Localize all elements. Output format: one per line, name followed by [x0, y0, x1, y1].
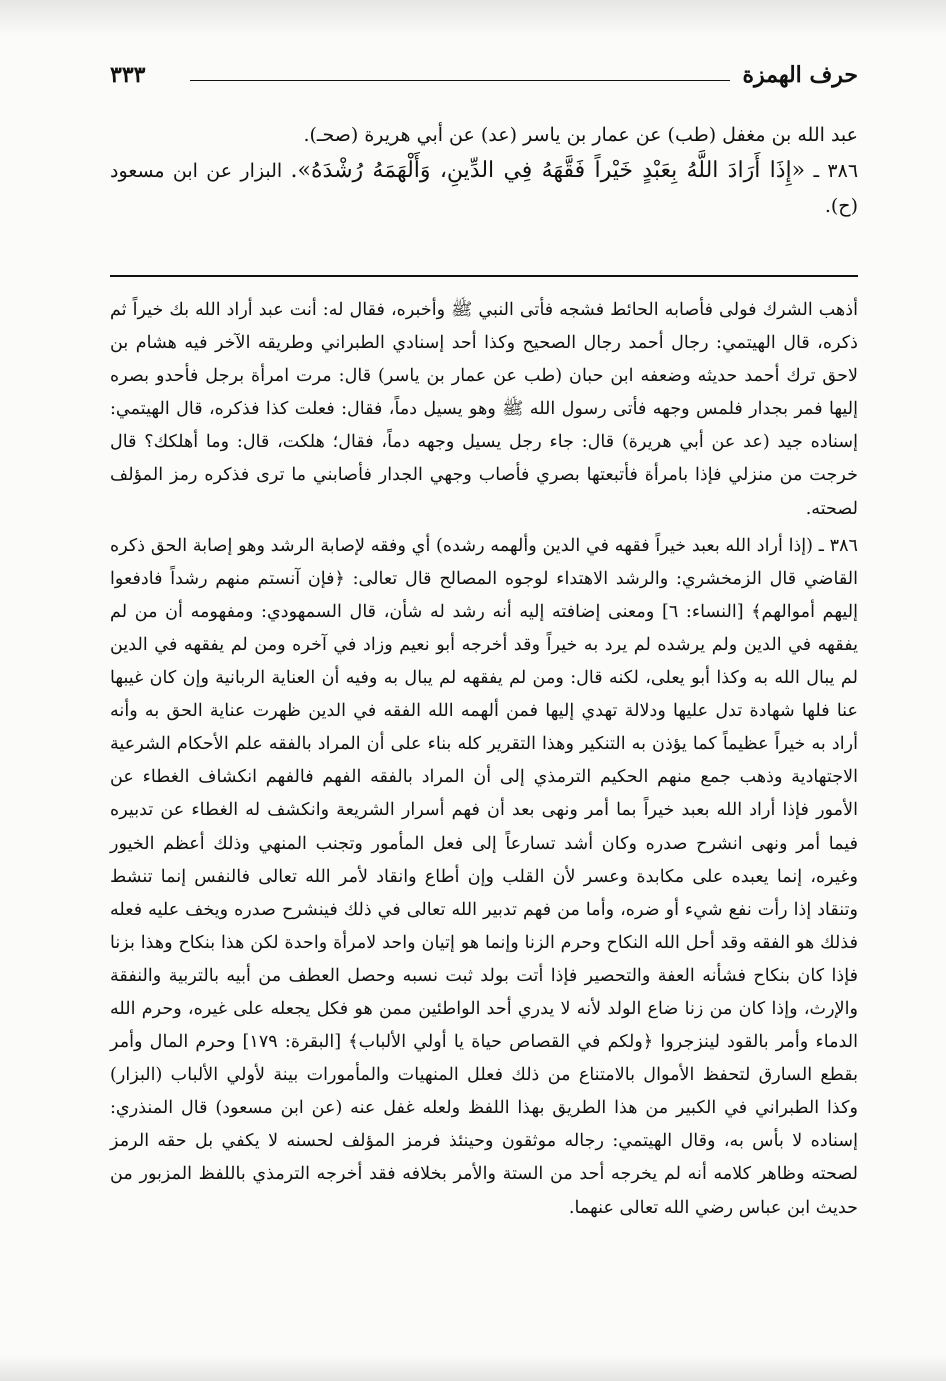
page-number: ٣٣٣	[110, 62, 146, 88]
footnote-divider	[110, 275, 858, 277]
hadith-number: ٣٨٦ ـ	[813, 160, 859, 182]
commentary-paragraph-1: أذهب الشرك فولى فأصابه الحائط فشجه فأتى النبي ﷺ وأخبره، فقال له: أنت عبد أراد الله بك خيراً ثم ذكره، قال الهيتمي: رجال أحمد رجال الصحيح وكذا أحد إسنادي الطبراني وطريقه الآخر فيه هشام بن لاحق ترك أحمد حديثه وضعفه ابن حبان (طب عن عمار بن ياسر) قال: مرت امرأة برجل فأحدو بصره إليها فمر بجدار فلمس وجهه فأتى رسول الله ﷺ وهو يسيل دماً، فقال: فعلت كذا فذكره، قال الهيتمي: إسناده جيد (عد عن أبي هريرة) قال: جاء رجل يسيل وجهه دماً، فقال؛ هلكت، قال: وما أهلكك؟ قال خرجت من منزلي فإذا بامرأة فأتبعتها بصري فأصاب وجهي الجدار فأصابني ما ترى فذكره رمز المؤلف لصحته.	[110, 300, 858, 519]
commentary-paragraph-2: ٣٨٦ ـ (إذا أراد الله بعبد خيراً فقهه في الدين وألهمه رشده) أي وفقه لإصابة الرشد وهو إصابة الحق ذكره القاضي قال الزمخشري: والرشد الاهتداء لوجوه المصالح قال تعالى: ﴿فإن آنستم منهم رشداً فادفعوا إليهم أموالهم﴾ [النساء: ٦] ومعنى إضافته إليه أنه رشد له شأن، قال السمهودي: ومفهومه أن من لم يفقهه في الدين ولم يرشده لم يرد به خيراً وقد أخرجه أبو نعيم وزاد في آخره ومن لم يفقهه في الدين لم يبال الله به وكذا أبو يعلى، لكنه قال: ومن لم يفقهه لم يبال به وفيه أن العناية الربانية وإن كان غيبها عنا فلها شهادة تدل عليها ودلالة تهدي إليها فمن ألهمه الله الفقه في الدين ظهرت عناية الحق به وأنه أراد به خيراً عظيماً كما يؤذن به التنكير وهذا التقرير كله بناء على أن المراد بالفقه علم الأحكام الشرعية الاجتهادية وذهب جمع منهم الحكيم الترمذي إلى أن المراد بالفقه الفهم فالفهم انكشاف الغطاء عن الأمور فإذا أراد الله بعبد خيراً بما أمر ونهى بعد أن فهم أسرار الشريعة وانكشف له الغطاء عن تدبيره فيما أمر ونهى انشرح صدره وكان أشد تسارعاً إلى فعل المأمور وتجنب المنهي وذلك أعظم الخيور وغيره، إنما يعبده على مكابدة وعسر لأن القلب وإن أطاع وانقاد لأمر الله تعالى فالنفس إنما تنشط وتنقاد إذا رأت نفع شيء أو ضره، وأما من فهم تدبير الله تعالى في ذلك فينشرح صدره ويخف عليه فعله فذلك هو الفقه وقد أحل الله النكاح وحرم الزنا وإنما هو إتيان واحد لامرأة واحدة لكن هذا بنكاح وهذا بزنا فإذا كان بنكاح فشأنه العفة والتحصير فإذا أتت بولد ثبت نسبه وحصل العطف من أبيه بالتربية والنفقة والإرث، وإذا كان من زنا ضاع الولد لأنه لا يدري أحد الواطئين ممن هو فكل يجعله على غيره، وحرم الله الدماء وأمر بالقود لينزجروا ﴿ولكم في القصاص حياة يا أولي الألباب﴾ [البقرة: ١٧٩] وحرم المال وأمر بقطع السارق لتحفظ الأموال بالامتناع من ذلك فعلل المنهيات والمأمورات بينة لأولي الألباب (البزار) وكذا الطبراني في الكبير من هذا الطريق بهذا اللفظ ولعله غفل عنه (عن ابن مسعود) قال المنذري: إسناده لا بأس به، وقال الهيتمي: رجاله موثقون وحينئذ فرمز المؤلف لحسنه لا يكفي بل حقه الرمز لصحته وظاهر كلامه أنه لم يخرجه أحد من الستة والأمر بخلافه فقد أخرجه الترمذي باللفظ المزبور من حديث ابن عباس رضي الله تعالى عنهما.	[110, 535, 858, 1218]
hadith-386	[110, 153, 858, 224]
scan-edge-bottom	[0, 1355, 946, 1381]
hadith-text: «إِذَا أَرَادَ اللَّهُ بِعَبْدٍ خَيْراً فَقَّهَهُ فِي الدِّينِ، وَأَلْهَمَهُ رُشْدَهُ».	[290, 158, 806, 183]
hadith-source: البزار عن ابن مسعود (ح).	[110, 160, 858, 217]
chapter-title: حرف الهمزة	[742, 62, 858, 88]
commentary-section	[110, 294, 858, 1225]
scan-edge-top	[0, 0, 946, 36]
hadith-section	[110, 118, 858, 224]
carryover-line: عبد الله بن مغفل (طب) عن عمار بن ياسر (عد) عن أبي هريرة (صحـ).	[303, 124, 858, 146]
page-header	[110, 62, 858, 102]
header-rule	[190, 80, 730, 81]
